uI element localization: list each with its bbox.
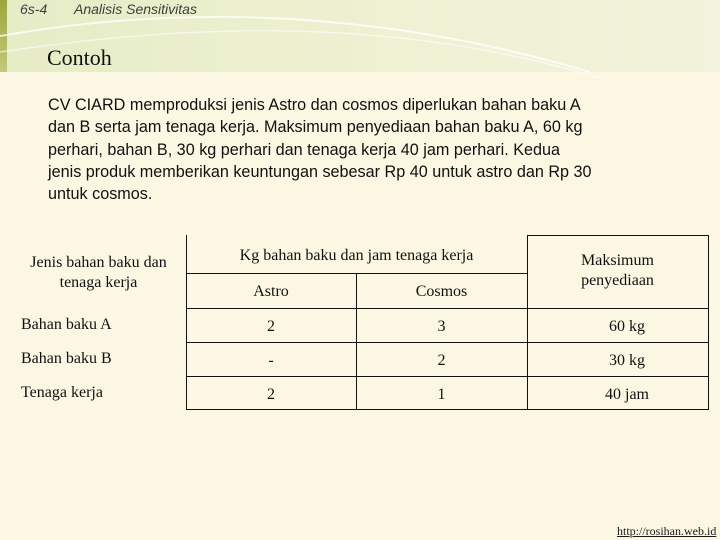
table-border (186, 376, 709, 377)
cell-cosmos: 2 (437, 352, 446, 369)
problem-statement (48, 94, 673, 205)
table-border (186, 409, 709, 410)
footer-link[interactable]: http://rosihan.web.id (617, 524, 717, 538)
header-astro: Astro (253, 283, 289, 300)
row-label: Bahan baku B (21, 350, 112, 367)
header-maximum-line: penyediaan (581, 272, 654, 289)
table-border (186, 342, 709, 343)
cell-maximum: 60 kg (609, 318, 645, 335)
slide-topic: Analisis Sensitivitas (74, 1, 197, 17)
slide-title: Contoh (47, 45, 112, 70)
cell-maximum: 40 jam (605, 386, 649, 403)
cell-astro: 2 (267, 318, 275, 335)
paragraph-line: jenis produk memberikan keuntungan sebesar Rp 40 untuk astro dan Rp 30 (48, 162, 592, 181)
header-material (11, 253, 186, 293)
cell-cosmos: 1 (437, 386, 446, 403)
slide-number: 6s-4 (20, 1, 48, 17)
resource-table (11, 235, 709, 410)
table-border (186, 308, 709, 309)
header-material-line: Jenis bahan baku dan (30, 254, 167, 271)
paragraph-line: CV CIARD memproduksi jenis Astro dan cosmos diperlukan bahan baku A (48, 96, 581, 114)
row-label: Bahan baku A (21, 316, 112, 333)
cell-astro: 2 (267, 386, 275, 403)
row-label: Tenaga kerja (21, 384, 103, 401)
table-border (186, 273, 527, 274)
cell-astro: - (268, 352, 274, 369)
header-maximum-line: Maksimum (581, 252, 654, 269)
paragraph-line: untuk cosmos. (48, 185, 153, 204)
header-maximum (527, 251, 708, 291)
paragraph-line: dan B serta jam tenaga kerja. Maksimum penyediaan bahan baku A, 60 kg (48, 118, 583, 137)
cell-maximum: 30 kg (609, 352, 645, 369)
header-group: Kg bahan baku dan jam tenaga kerja (239, 247, 474, 264)
paragraph-line: perhari, bahan B, 30 kg perhari dan tenaga kerja 40 jam perhari. Kedua (48, 140, 561, 159)
cell-cosmos: 3 (437, 318, 446, 335)
table-border (527, 235, 709, 236)
header-material-line: tenaga kerja (59, 274, 138, 291)
header-cosmos: Cosmos (415, 283, 468, 300)
